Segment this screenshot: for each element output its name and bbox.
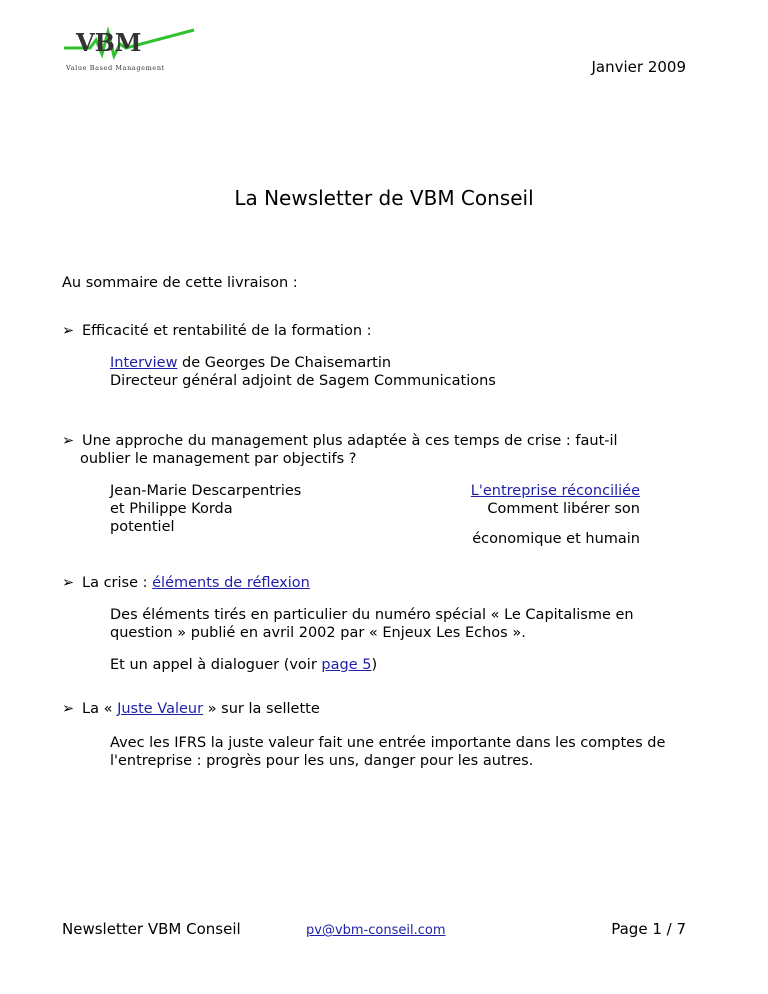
reflection-link[interactable]: éléments de réflexion: [152, 575, 310, 591]
crisis-paragraph-line1: Des éléments tirés en particulier du numéro spécial « Le Capitalisme en: [110, 607, 634, 623]
arrowhead-right-icon: ➢: [62, 433, 75, 449]
section-management-heading-cont: oublier le management par objectifs ?: [80, 451, 357, 467]
vbm-logo-icon: [62, 26, 202, 76]
book-line-2: Comment libérer son: [487, 501, 640, 517]
author-line-2: et Philippe Korda: [110, 501, 233, 517]
author-line-1: Jean-Marie Descarpentries: [110, 483, 302, 499]
author-line-3: potentiel: [110, 519, 175, 535]
page-5-link[interactable]: page 5: [321, 657, 372, 673]
logo-text: VBM: [76, 28, 142, 57]
fair-value-paragraph-line1: Avec les IFRS la juste valeur fait une entrée importante dans les comptes de: [110, 735, 666, 751]
section-fair-value-heading: ➢ La « Juste Valeur » sur la sellette: [62, 701, 320, 717]
fair-value-link[interactable]: Juste Valeur: [117, 701, 204, 717]
crisis-dialogue-line: Et un appel à dialoguer (voir page 5): [110, 657, 378, 673]
arrowhead-right-icon: ➢: [62, 323, 75, 339]
book-line-3: économique et humain: [472, 531, 640, 547]
arrowhead-right-icon: ➢: [62, 701, 75, 717]
newsletter-date: Janvier 2009: [591, 58, 686, 76]
page-number: Page 1 / 7: [611, 920, 686, 938]
crisis-paragraph-line2: question » publié en avril 2002 par « Enjeux Les Echos ».: [110, 625, 526, 641]
section-crisis-heading: ➢ La crise : éléments de réflexion: [62, 575, 310, 591]
book-link-line: [471, 482, 640, 500]
logo-tagline: Value Based Management: [66, 64, 165, 72]
section-training-heading: ➢ Efficacité et rentabilité de la formation :: [62, 323, 372, 339]
footer-left: Newsletter VBM Conseil: [62, 920, 241, 938]
arrowhead-right-icon: ➢: [62, 575, 75, 591]
section-training-line2: Directeur général adjoint de Sagem Communications: [110, 373, 496, 389]
section-management-heading: ➢ Une approche du management plus adaptée à ces temps de crise : faut-il: [62, 433, 618, 449]
section-training-line1: Interview de Georges De Chaisemartin: [110, 355, 392, 371]
book-link[interactable]: L'entreprise réconciliée: [470, 483, 640, 499]
page-title: La Newsletter de VBM Conseil: [234, 186, 534, 210]
interview-link[interactable]: Interview: [110, 355, 178, 371]
fair-value-paragraph-line2: l'entreprise : progrès pour les uns, danger pour les autres.: [110, 753, 534, 769]
summary-intro: Au sommaire de cette livraison :: [62, 275, 298, 291]
vbm-logo: [62, 26, 202, 76]
email-link[interactable]: pv@vbm-conseil.com: [306, 923, 446, 938]
footer-email-wrap: [306, 922, 445, 940]
